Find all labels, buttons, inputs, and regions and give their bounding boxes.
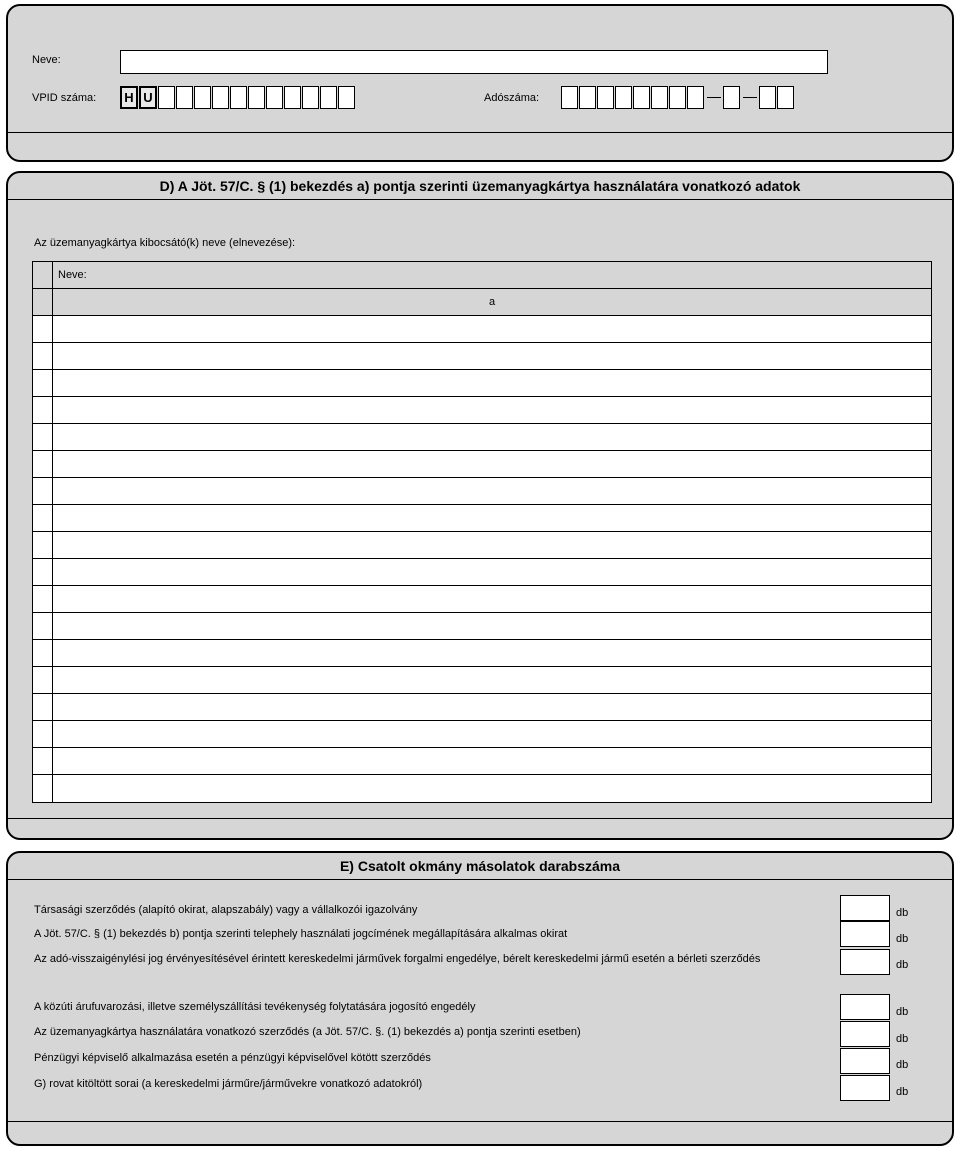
- attachment-count-input[interactable]: [840, 949, 890, 975]
- digit-box[interactable]: [723, 86, 740, 109]
- digit-box[interactable]: [158, 86, 175, 109]
- table-row: [33, 559, 931, 586]
- issuer-name-cell[interactable]: [53, 613, 931, 639]
- attachment-count-input[interactable]: [840, 1048, 890, 1074]
- table-row: [33, 694, 931, 721]
- identification-panel: [6, 4, 954, 162]
- section-d-panel: [6, 171, 954, 840]
- table-row: [33, 316, 931, 343]
- row-number-cell: [33, 613, 53, 639]
- fuel-card-issuer-table: [32, 261, 932, 803]
- issuer-name-cell[interactable]: [53, 640, 931, 666]
- table-row: [33, 586, 931, 613]
- attachment-label: Pénzügyi képviselő alkalmazása esetén a pénzügyi képviselővel kötött szerződés: [34, 1052, 431, 1064]
- name-input[interactable]: [120, 50, 828, 74]
- separator-dash: [707, 97, 721, 98]
- row-number-cell: [33, 559, 53, 585]
- table-row: [33, 343, 931, 370]
- attachment-label: Az üzemanyagkártya használatára vonatkozó szerződés (a Jöt. 57/C. §. (1) bekezdés a) pontja szerinti esetben): [34, 1026, 581, 1038]
- unit-label: db: [896, 907, 909, 919]
- digit-box[interactable]: [777, 86, 794, 109]
- digit-box[interactable]: [561, 86, 578, 109]
- issuer-name-cell[interactable]: [53, 748, 931, 774]
- vpid-prefix-box: H: [120, 86, 138, 109]
- vpid-label: VPID száma:: [32, 92, 97, 104]
- section-e-title: E) Csatolt okmány másolatok darabszáma: [8, 853, 952, 880]
- digit-box[interactable]: [266, 86, 283, 109]
- row-number-cell: [33, 586, 53, 612]
- digit-box[interactable]: [759, 86, 776, 109]
- issuer-name-cell[interactable]: [53, 451, 931, 477]
- table-row: [33, 640, 931, 667]
- issuer-name-cell[interactable]: [53, 316, 931, 342]
- row-number-cell: [33, 532, 53, 558]
- issuer-name-cell[interactable]: [53, 478, 931, 504]
- table-row: [33, 721, 931, 748]
- unit-label: db: [896, 1059, 909, 1071]
- digit-box[interactable]: [230, 86, 247, 109]
- attachment-label: Az adó-visszaigénylési jog érvényesítésével érintett kereskedelmi járművek forgalmi engedélye, bérelt kereskedelmi jármű esetén a bérleti szerződés: [34, 953, 761, 965]
- unit-label: db: [896, 1006, 909, 1018]
- issuer-name-cell[interactable]: [53, 586, 931, 612]
- digit-box[interactable]: [194, 86, 211, 109]
- digit-box[interactable]: [597, 86, 614, 109]
- table-row: [33, 775, 931, 802]
- row-number-cell: [33, 424, 53, 450]
- row-number-cell: [33, 316, 53, 342]
- row-number-cell: [33, 694, 53, 720]
- table-row: [33, 748, 931, 775]
- issuer-name-cell[interactable]: [53, 343, 931, 369]
- digit-box[interactable]: [669, 86, 686, 109]
- issuer-label: Az üzemanyagkártya kibocsátó(k) neve (elnevezése):: [34, 237, 296, 249]
- unit-label: db: [896, 959, 909, 971]
- digit-box[interactable]: [687, 86, 704, 109]
- section-d-title: D) A Jöt. 57/C. § (1) bekezdés a) pontja szerinti üzemanyagkártya használatára vonatkozó adatok: [8, 173, 952, 200]
- table-row: [33, 532, 931, 559]
- digit-box[interactable]: [320, 86, 337, 109]
- panel-divider: [8, 132, 952, 133]
- unit-label: db: [896, 1033, 909, 1045]
- digit-box[interactable]: [176, 86, 193, 109]
- attachment-label: G) rovat kitöltött sorai (a kereskedelmi járműre/járművekre vonatkozó adatokról): [34, 1078, 423, 1090]
- tax-number-label: Adószáma:: [484, 92, 540, 104]
- table-row: [33, 397, 931, 424]
- digit-box[interactable]: [615, 86, 632, 109]
- separator-dash: [743, 97, 757, 98]
- digit-box[interactable]: [212, 86, 229, 109]
- vpid-field: [120, 86, 356, 109]
- unit-label: db: [896, 1086, 909, 1098]
- row-number-cell: [33, 721, 53, 747]
- row-number-cell: [33, 775, 53, 802]
- row-number-cell: [33, 343, 53, 369]
- row-number-cell: [33, 667, 53, 693]
- attachment-label: A Jöt. 57/C. § (1) bekezdés b) pontja szerinti telephely használati jogcímének megállapítására alkalmas okirat: [34, 928, 568, 940]
- digit-box[interactable]: [248, 86, 265, 109]
- row-number-cell: [33, 478, 53, 504]
- digit-box[interactable]: [338, 86, 355, 109]
- table-row: [33, 613, 931, 640]
- unit-label: db: [896, 933, 909, 945]
- issuer-name-cell[interactable]: [53, 424, 931, 450]
- issuer-name-cell[interactable]: [53, 721, 931, 747]
- digit-box[interactable]: [302, 86, 319, 109]
- name-label: Neve:: [32, 54, 61, 66]
- tax-number-field: [561, 86, 795, 109]
- table-row: [33, 451, 931, 478]
- issuer-name-cell[interactable]: [53, 667, 931, 693]
- digit-box[interactable]: [579, 86, 596, 109]
- issuer-name-cell[interactable]: [53, 397, 931, 423]
- panel-divider: [8, 818, 952, 819]
- issuer-name-cell[interactable]: [53, 370, 931, 396]
- attachment-label: A közúti árufuvarozási, illetve személyszállítási tevékenység folytatására jogosító engedély: [34, 1001, 476, 1013]
- attachment-count-input[interactable]: [840, 1075, 890, 1101]
- table-row: [33, 478, 931, 505]
- attachment-count-input[interactable]: [840, 895, 890, 921]
- row-number-cell: [33, 262, 53, 288]
- table-row: [33, 505, 931, 532]
- issuer-name-cell[interactable]: [53, 532, 931, 558]
- row-number-cell: [33, 289, 53, 315]
- attachment-count-input[interactable]: [840, 1021, 890, 1047]
- table-row: [33, 424, 931, 451]
- section-e-panel: [6, 851, 954, 1146]
- issuer-name-cell[interactable]: [53, 694, 931, 720]
- table-row: [33, 370, 931, 397]
- column-header-name: Neve:: [53, 262, 931, 288]
- attachment-count-input[interactable]: [840, 921, 890, 947]
- vpid-prefix-box: U: [139, 86, 157, 109]
- issuer-name-cell[interactable]: [53, 775, 931, 802]
- attachment-count-input[interactable]: [840, 994, 890, 1020]
- digit-box[interactable]: [633, 86, 650, 109]
- row-number-cell: [33, 640, 53, 666]
- attachment-label: Társasági szerződés (alapító okirat, alapszabály) vagy a vállalkozói igazolvány: [34, 904, 418, 916]
- issuer-name-cell[interactable]: [53, 505, 931, 531]
- row-number-cell: [33, 370, 53, 396]
- table-subheader-row: [33, 289, 931, 316]
- digit-box[interactable]: [651, 86, 668, 109]
- table-header-row: [33, 262, 931, 289]
- issuer-name-cell[interactable]: [53, 559, 931, 585]
- digit-box[interactable]: [284, 86, 301, 109]
- column-code-a: a: [53, 289, 931, 315]
- row-number-cell: [33, 505, 53, 531]
- panel-divider: [8, 1121, 952, 1122]
- table-row: [33, 667, 931, 694]
- row-number-cell: [33, 451, 53, 477]
- row-number-cell: [33, 748, 53, 774]
- row-number-cell: [33, 397, 53, 423]
